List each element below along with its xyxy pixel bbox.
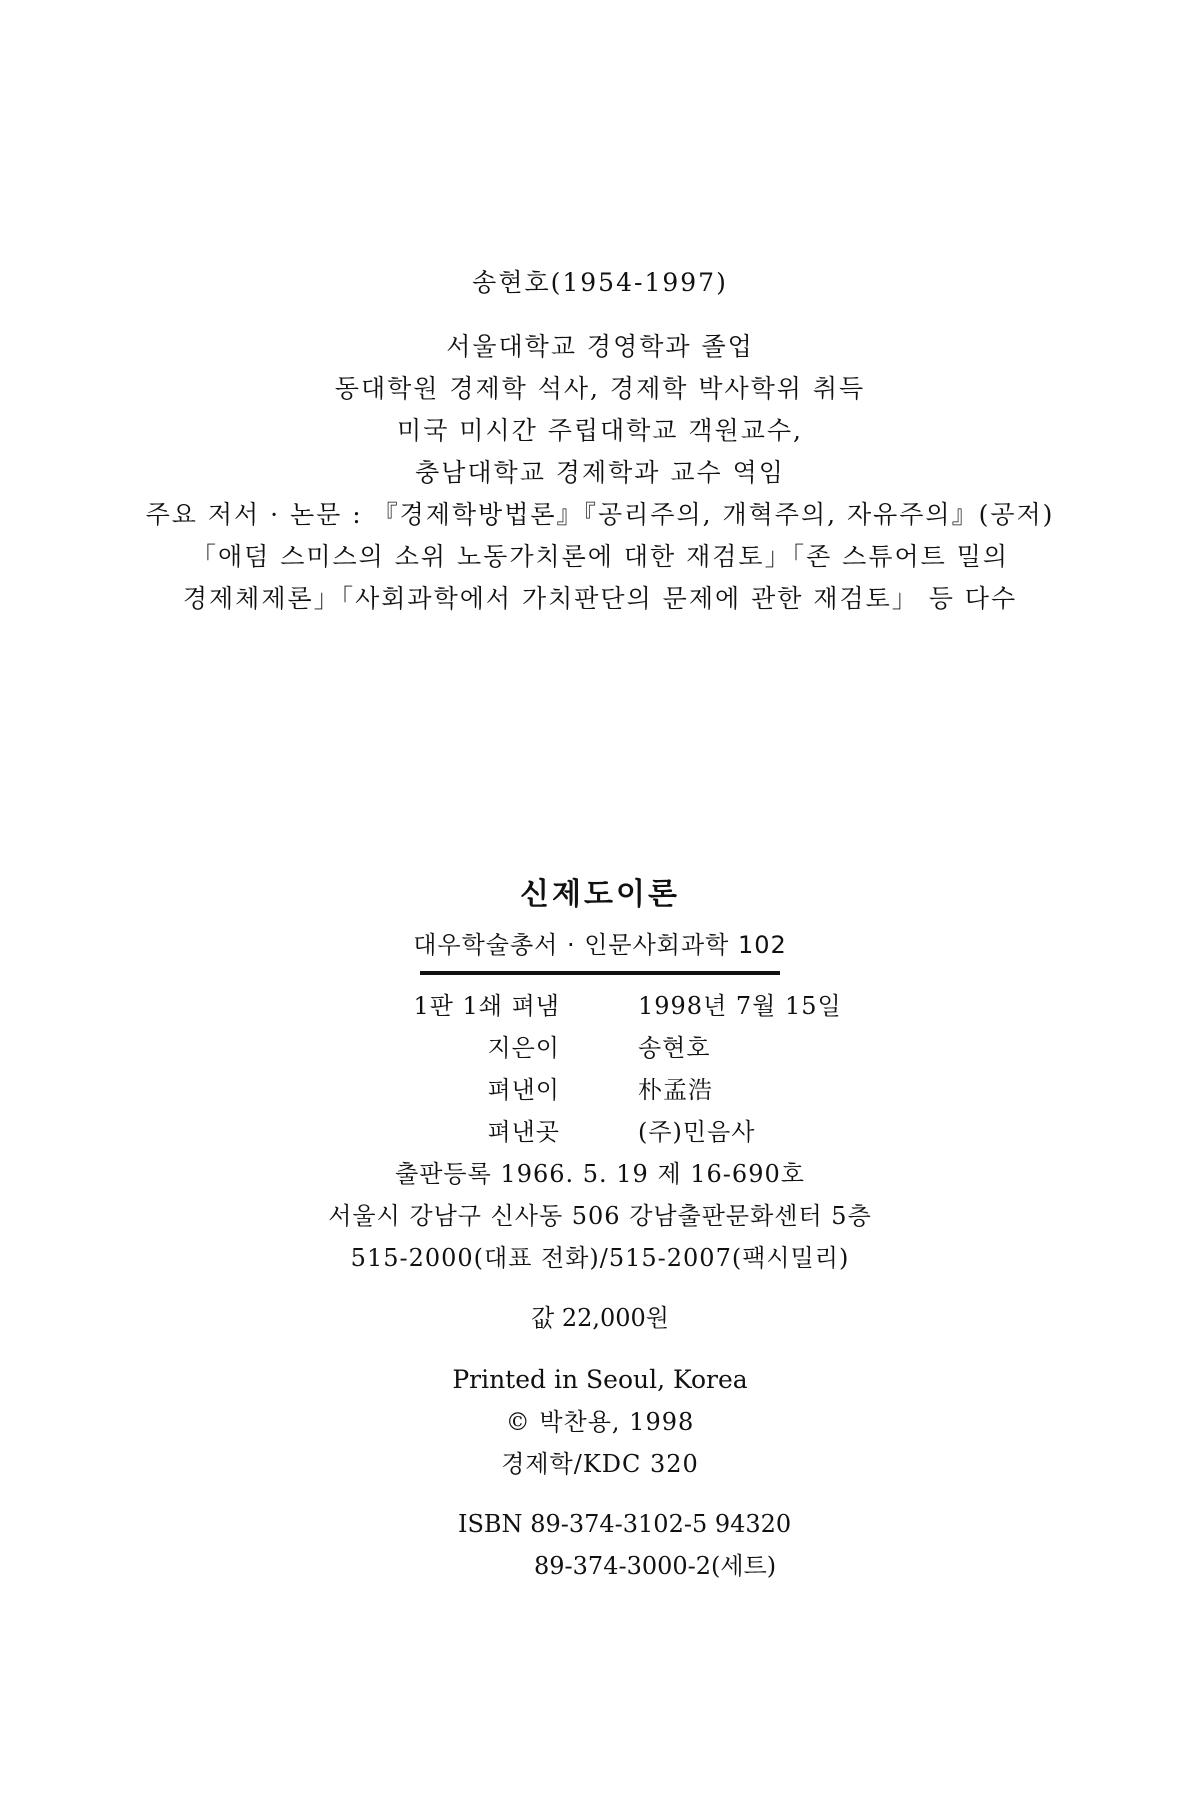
address-line: 서울시 강남구 신사동 506 강남출판문화센터 5층 <box>328 1202 872 1230</box>
row-label: 1판 1쇄 펴냄 <box>413 992 560 1020</box>
isbn-line: ISBN 89-374-3102-5 94320 <box>458 1510 792 1538</box>
bio-line: 동대학원 경제학 석사, 경제학 박사학위 취득 <box>334 374 866 403</box>
printed-in: Printed in Seoul, Korea <box>452 1365 748 1394</box>
row-value: 朴孟浩 <box>638 1076 713 1104</box>
bio-line: 주요 저서 · 논문 : 『경제학방법론』『공리주의, 개혁주의, 자유주의』(공저) <box>145 500 1055 529</box>
author-name: 송현호(1954-1997) <box>472 268 728 297</box>
row-value: 송현호 <box>638 1034 711 1062</box>
copyright-line: © 박찬용, 1998 <box>505 1408 695 1436</box>
bio-line: 서울대학교 경영학과 졸업 <box>446 332 754 361</box>
row-label: 펴낸곳 <box>487 1118 560 1146</box>
author-bio <box>0 262 1200 620</box>
publication-date-row <box>0 985 1200 1027</box>
row-label: 지은이 <box>487 1034 560 1062</box>
bio-line: 충남대학교 경제학과 교수 역임 <box>415 458 785 487</box>
series-name: 대우학술총서 · 인문사회과학 102 <box>413 931 787 959</box>
bio-line: 미국 미시간 주립대학교 객원교수, <box>397 416 803 445</box>
colophon <box>0 873 1200 1587</box>
registration-line: 출판등록 1966. 5. 19 제 16-690호 <box>395 1160 805 1188</box>
bio-line: 경제체제론」「사회과학에서 가치판단의 문제에 관한 재검토」 등 다수 <box>182 584 1018 613</box>
publisher-row <box>0 1069 1200 1111</box>
price: 값 22,000원 <box>531 1304 669 1332</box>
row-value: (주)민음사 <box>638 1118 756 1146</box>
classification-line: 경제학/KDC 320 <box>501 1450 699 1478</box>
row-label: 펴낸이 <box>487 1076 560 1104</box>
phone-line: 515-2000(대표 전화)/515-2007(팩시밀리) <box>350 1244 850 1272</box>
row-value: 1998년 7월 15일 <box>638 992 842 1020</box>
book-title: 신제도이론 <box>520 877 680 912</box>
isbn-set-line: 89-374-3000-2(세트) <box>534 1552 777 1580</box>
publishing-house-row <box>0 1111 1200 1153</box>
author-row <box>0 1027 1200 1069</box>
isbn-block <box>0 1503 1200 1587</box>
bio-line: 「애덤 스미스의 소위 노동가치론에 대한 재검토」「존 스튜어트 밀의 <box>190 542 1010 571</box>
divider-rule <box>420 971 780 975</box>
